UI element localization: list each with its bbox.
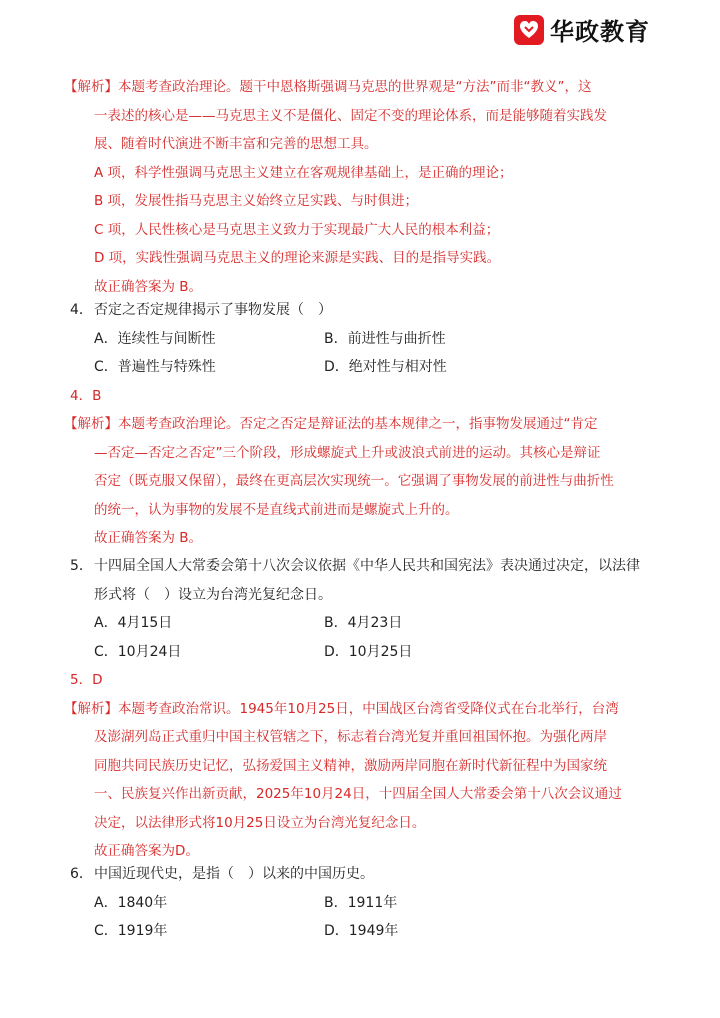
analysis-line: 决定，以法律形式将10月25日设立为台湾光复纪念日。: [94, 814, 426, 831]
question-stem: 4． 否定之否定规律揭示了事物发展（ ）: [70, 296, 652, 325]
answer: 4．B: [70, 387, 102, 404]
analysis-line: 【解析】本题考查政治理论。题干中恩格斯强调马克思的世界观是“方法”而非“教义”，这: [64, 79, 592, 95]
analysis-option: B 项，发展性指马克思主义始终立足实践、与时俱进；: [94, 193, 419, 209]
choice-c: C．1919年: [94, 923, 168, 939]
analysis-line: 的统一，认为事物的发展不是直线式前进而是螺旋式上升的。: [94, 501, 459, 518]
final-answer: 故正确答案为 B。: [94, 278, 203, 295]
analysis-line: 否定（既克服又保留），最终在更高层次实现统一。它强调了事物发展的前进性与曲折性: [94, 473, 614, 489]
choices: [70, 609, 652, 666]
analysis-line: 一、民族复兴作出新贡献，2025年10月24日，十四届全国人大常委会第十八次会议通过: [94, 786, 622, 802]
analysis-label: 【解析】: [64, 416, 118, 432]
brand-name: 华政教育: [550, 18, 650, 46]
final-answer: 故正确答案为D。: [94, 843, 199, 859]
analysis-label: 【解析】: [64, 700, 118, 717]
final-answer: 故正确答案为 B。: [94, 530, 203, 546]
choice-a: A．4月15日: [94, 615, 173, 631]
choice-d: D．10月25日: [324, 643, 413, 660]
choice-c: C．普遍性与特殊性: [94, 359, 216, 375]
choice-b: B．前进性与曲折性: [324, 330, 446, 347]
answer: 5．D: [70, 672, 103, 688]
analysis-line: 及澎湖列岛正式重归中国主权管辖之下，标志着台湾光复并重回祖国怀抱。为强化两岸: [94, 729, 607, 745]
analysis-option: A 项，科学性强调马克思主义建立在客观规律基础上，是正确的理论；: [94, 164, 513, 181]
analysis-line: 【解析】本题考查政治理论。否定之否定是辩证法的基本规律之一，指事物发展通过“肯定: [64, 416, 598, 432]
analysis-option: D 项，实践性强调马克思主义的理论来源是实践、目的是指导实践。: [94, 250, 501, 266]
choice-a: A．1840年: [94, 894, 168, 911]
choices: [70, 325, 652, 382]
choice-b: B．4月23日: [324, 615, 403, 631]
choice-d: D．1949年: [324, 923, 399, 939]
question-stem-line: 形式将（ ）设立为台湾光复纪念日。: [94, 586, 332, 603]
brand-logo: [514, 12, 650, 47]
analysis-line: —否定—否定之否定”三个阶段，形成螺旋式上升或波浪式前进的运动。其核心是辩证: [94, 444, 601, 461]
analysis-option: C 项，人民性核心是马克思主义致力于实现最广大人民的根本利益；: [94, 221, 500, 238]
q3-analysis: [64, 73, 652, 301]
question-4: [64, 296, 652, 553]
analysis-line: 【解析】本题考查政治常识。1945年10月25日，中国战区台湾省受降仪式在台北举行，台湾: [64, 700, 619, 717]
analysis-line: 一表述的核心是——马克思主义不是僵化、固定不变的理论体系，而是能够随着实践发: [94, 107, 607, 124]
question-number: 4．: [70, 302, 93, 318]
brand-mark-icon: [514, 15, 544, 45]
question-6: [70, 860, 652, 946]
choice-b: B．1911年: [324, 894, 398, 911]
question-stem: 6． 中国近现代史，是指（ ）以来的中国历史。: [70, 860, 652, 889]
choices: [70, 889, 652, 946]
question-number: 6．: [70, 866, 93, 882]
choice-c: C．10月24日: [94, 643, 182, 660]
question-number: 5．: [70, 558, 93, 574]
analysis-line: 展、随着时代演进不断丰富和完善的思想工具。: [94, 136, 378, 152]
choice-d: D．绝对性与相对性: [324, 359, 447, 375]
question-5: [64, 552, 652, 866]
choice-a: A．连续性与间断性: [94, 330, 216, 347]
question-stem: 5． 十四届全国人大常委会第十八次会议依据《中华人民共和国宪法》表决通过决定，以法律: [70, 552, 652, 581]
analysis-label: 【解析】: [64, 79, 118, 95]
analysis-line: 同胞共同民族历史记忆，弘扬爱国主义精神，激励两岸同胞在新时代新征程中为国家统: [94, 757, 607, 774]
